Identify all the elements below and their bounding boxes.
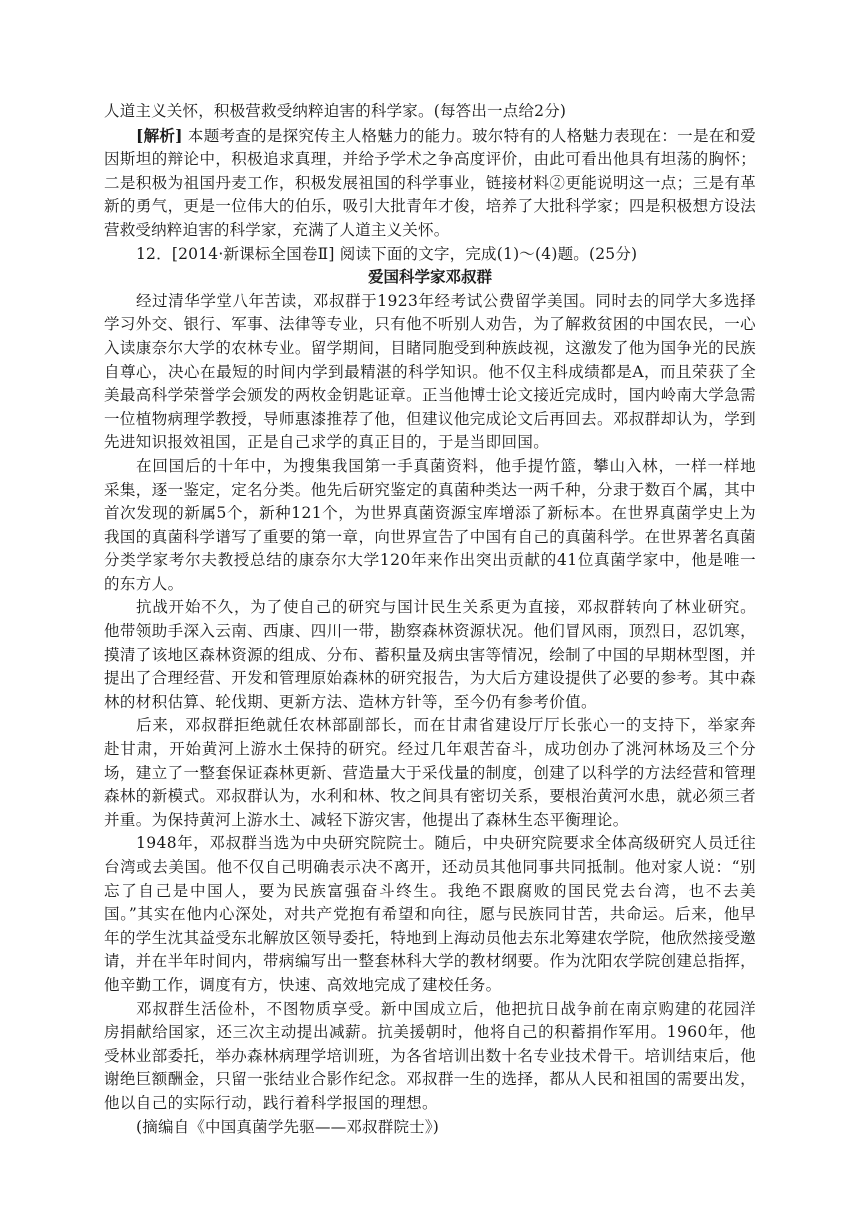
analysis-tag: [解析]	[136, 125, 183, 145]
article-title: 爱国科学家邓叔群	[367, 268, 492, 287]
article-paragraph: 在回国后的十年中，为搜集我国第一手真菌资料，他手提竹篮，攀山入林，一样一样地采集，逐一鉴定，定名分类。他先后研究鉴定的真菌种类达一两千种，分隶于数百个属，其中首次发现的新属5个，新种121个，为世界真菌资源宝库增添了新标本。在世界真菌学史上为我国的真菌科学谱写了重要的第一章，向世界宣告了中国有自己的真菌科学。在世界著名真菌分类学家考尔夫教授总结的康奈尔大学120年来作出突出贡献的41位真菌学家中，他是唯一的东方人。	[104, 456, 756, 593]
article-paragraph: 邓叔群生活俭朴，不图物质享受。新中国成立后，他把抗日战争前在南京购建的花园洋房捐献给国家，还三次主动提出减薪。抗美援朝时，他将自己的积蓄捐作军用。1960年，他受林业部委托，举办森林病理学培训班，为各省培训出数十名专业技术骨干。培训结束后，他谢绝巨额酬金，只留一张结业合影作纪念。邓叔群一生的选择，都从人民和祖国的需要出发，他以自己的实际行动，践行着科学报国的理想。	[104, 999, 756, 1112]
article-paragraph: 抗战开始不久，为了使自己的研究与国计民生关系更为直接，邓叔群转向了林业研究。他带领助手深入云南、西康、四川一带，勘察森林资源状况。他们冒风雨，顶烈日，忍饥寒，摸清了该地区森林资源的组成、分布、蓄积量及病虫害等情况，绘制了中国的早期林型图，并提出了合理经营、开发和管理原始森林的研究报告，为大后方建设提供了必要的参考。其中森林的材积估算、轮伐期、更新方法、造林方针等，至今仍有参考价值。	[104, 598, 756, 711]
article-source: (摘编自《中国真菌学先驱——邓叔群院士》)	[136, 1117, 440, 1136]
analysis-paragraph	[104, 124, 756, 243]
analysis-text: 本题考查的是探究传主人格魅力的能力。玻尔特有的人格魅力表现在：一是在和爱因斯坦的辩论中，积极追求真理，并给予学术之争高度评价，由此可看出他具有坦荡的胸怀；二是积极为祖国丹麦工作，积极发展祖国的科学事业，链接材料②更能说明这一点；三是有革新的勇气，更是一位伟大的伯乐，吸引大批青年才俊，培养了大批科学家；四是积极想方设法营救受纳粹迫害的科学家，充满了人道主义关怀。	[104, 126, 756, 239]
document-page	[104, 100, 756, 1139]
article-paragraph: 经过清华学堂八年苦读，邓叔群于1923年经考试公费留学美国。同时去的同学大多选择学习外交、银行、军事、法律等专业，只有他不听别人劝告，为了解救贫困的中国农民，一心入读康奈尔大学的农林专业。留学期间，目睹同胞受到种族歧视，这激发了他为国争光的民族自尊心，决心在最短的时间内学到最精湛的科学知识。他不仅主科成绩都是A，而且荣获了全美最高科学荣誉学会颁发的两枚金钥匙证章。正当他博士论文接近完成时，国内岭南大学急需一位植物病理学教授，导师惠漆推荐了他，但建议他完成论文后再回去。邓叔群却认为，学到先进知识报效祖国，正是自己求学的真正目的，于是当即回国。	[104, 291, 756, 452]
article-paragraph: 后来，邓叔群拒绝就任农林部副部长，而在甘肃省建设厅厅长张心一的支持下，举家奔赴甘肃，开始黄河上游水土保持的研究。经过几年艰苦奋斗，成功创办了洮河林场及三个分场，建立了一整套保证森林更新、营造量大于采伐量的制度，创建了以科学的方法经营和管理森林的新模式。邓叔群认为，水利和林、牧之间具有密切关系，要根治黄河水患，就必须三者并重。为保持黄河上游水土、减轻下游灾害，他提出了森林生态平衡理论。	[104, 716, 756, 829]
article-paragraph: 1948年，邓叔群当选为中央研究院院士。随后，中央研究院要求全体高级研究人员迁往台湾或去美国。他不仅自己明确表示决不离开，还动员其他同事共同抵制。他对家人说：“别忘了自己是中国人，要为民族富强奋斗终生。我绝不跟腐败的国民党去台湾，也不去美国。”其实在他内心深处，对共产党抱有希望和向往，愿与民族同甘苦，共命运。后来，他早年的学生沈其益受东北解放区领导委托，特地到上海动员他去东北筹建农学院，他欣然接受邀请，并在半年时间内，带病编写出一整套林科大学的教材纲要。作为沈阳农学院创建总指挥，他辛勤工作，调度有方，快速、高效地完成了建校任务。	[104, 834, 756, 994]
question-heading: 12．[2014·新课标全国卷Ⅱ] 阅读下面的文字，完成(1)～(4)题。(25分)	[136, 244, 638, 263]
answer-fragment: 人道主义关怀，积极营救受纳粹迫害的科学家。(每答出一点给2分)	[104, 102, 567, 120]
